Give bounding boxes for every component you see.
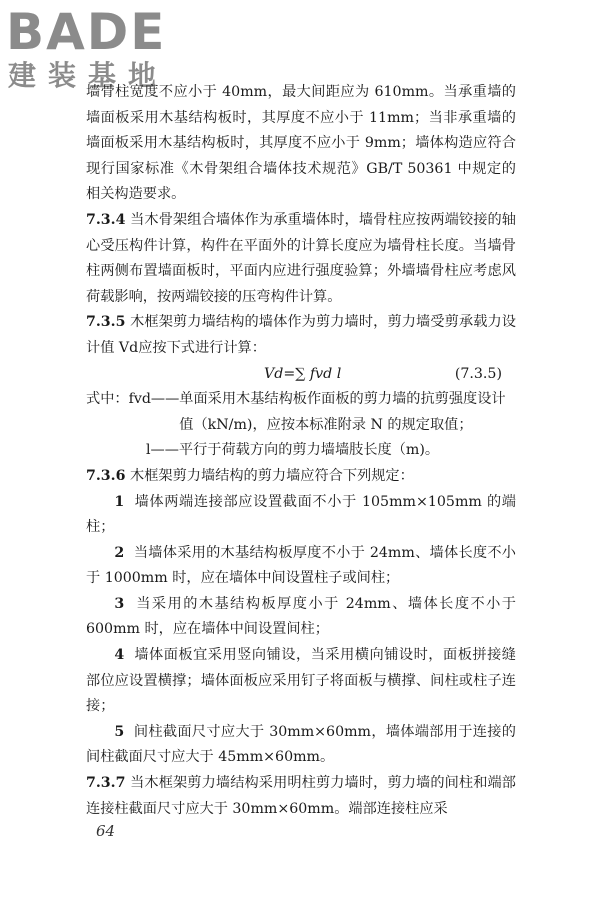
formula-number: (7.3.5) <box>454 365 502 382</box>
definition-symbol: 式中：fvd—— <box>86 391 180 408</box>
clause-number: 7.3.7 <box>86 775 126 792</box>
clause-text: 当木框架剪力墙结构采用明柱剪力墙时，剪力墙的间柱和端部连接柱截面尺寸应大于 30mm×60mm。端部连接柱应采 <box>86 775 516 817</box>
item-text: 间柱截面尺寸应大于 30mm×60mm，墙体端部用于连接的间柱截面尺寸应大于 45mm×60mm。 <box>86 723 516 766</box>
list-item-2 <box>86 541 516 592</box>
paragraph-continued: 墙骨柱宽度不应小于 40mm，最大间距应为 610mm。当承重墙的墙面板采用木基结构板时，其厚度不应小于 11mm；当非承重墙的墙面板采用木基结构板时，其厚度不应小于 9mm；墙体构造应符合现行国家标准《木骨架组合墙体技术规范》GB/T 50361 中规定的相关构造要求。 <box>86 84 516 203</box>
clause-text: 木框架剪力墙结构的墙体作为剪力墙时，剪力墙受剪承载力设计值 Vd应按下式进行计算： <box>86 314 516 356</box>
clause-7-3-7 <box>86 771 516 822</box>
item-text: 墙体两端连接部应设置截面不小于 105mm×105mm 的端柱； <box>86 493 516 536</box>
item-number: 5 <box>114 723 125 740</box>
item-text: 当墙体采用的木基结构板厚度不小于 24mm、墙体长度不小于 1000mm 时，应在墙体中间设置柱子或间柱； <box>86 544 516 587</box>
page-number: 64 <box>96 822 116 840</box>
formula-expression: Vd=∑ fvd l <box>264 365 342 382</box>
clause-text: 木框架剪力墙结构的剪力墙应符合下列规定： <box>130 467 414 484</box>
list-item-5 <box>86 720 516 771</box>
clause-text: 当木骨架组合墙体作为承重墙体时，墙骨柱应按两端铰接的轴心受压构件计算，构件在平面外的计算长度应为墙骨柱长度。当墙骨柱两侧布置墙面板时，平面内应进行强度验算；外墙墙骨柱应考虑风荷载影响，按两端铰接的压弯构件计算。 <box>86 211 516 305</box>
definition-text: 单面采用木基结构板作面板的剪力墙的抗剪强度设计值（kN/m)，应按本标准附录 N 的规定取值； <box>179 391 506 433</box>
clause-number: 7.3.4 <box>86 211 126 228</box>
clause-7-3-4 <box>86 208 516 310</box>
item-number: 4 <box>114 647 125 664</box>
clause-number: 7.3.6 <box>86 467 126 484</box>
clause-number: 7.3.5 <box>86 314 126 331</box>
list-item-1 <box>86 490 516 541</box>
clause-7-3-5 <box>86 310 516 361</box>
document-body <box>86 80 516 822</box>
definition-fvd <box>86 387 516 438</box>
list-item-4 <box>86 643 516 720</box>
logo-subtitle: 建装基地 <box>8 59 169 92</box>
item-text: 当采用的木基结构板厚度小于 24mm、墙体长度不小于 600mm 时，应在墙体中间设置间柱； <box>86 595 516 638</box>
logo-wordmark: BADE <box>6 3 167 61</box>
item-number: 3 <box>114 595 125 612</box>
item-number: 1 <box>114 493 125 510</box>
item-number: 2 <box>114 544 125 561</box>
definition-l: l——平行于荷载方向的剪力墙墙肢长度（m)。 <box>146 442 440 459</box>
item-text: 墙体面板宜采用竖向铺设，当采用横向铺设时，面板拼接缝部位应设置横撑；墙体面板应采用钉子将面板与横撑、间柱或柱子连接； <box>86 647 516 715</box>
list-item-3 <box>86 592 516 643</box>
clause-7-3-6 <box>86 464 516 490</box>
formula-7-3-5 <box>86 362 516 388</box>
